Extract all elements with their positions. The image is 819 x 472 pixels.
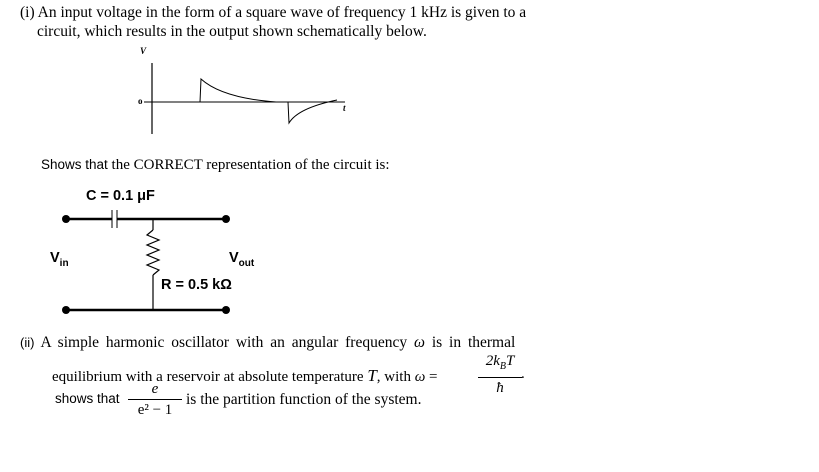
omega-fraction	[478, 353, 522, 396]
numerator-text: $2k_BT$	[485, 353, 515, 372]
vin-subscript: in	[59, 257, 69, 269]
vin-label	[50, 250, 69, 269]
waveform-trace	[152, 79, 337, 123]
equals-sign: =	[429, 369, 438, 385]
output-terminal-bottom	[222, 306, 230, 314]
part2-line1-text: A simple harmonic oscillator with an angular frequency	[40, 334, 408, 351]
resistor-label: R = 0.5 kΩ	[161, 277, 232, 293]
question-part2-line2	[52, 366, 438, 386]
part2-line2-mid: , with	[376, 369, 411, 385]
temperature-symbol: T	[367, 366, 377, 385]
shows-that-label: shows that	[55, 391, 120, 406]
vout-label	[229, 250, 254, 269]
omega-symbol-2: ω	[414, 369, 426, 385]
resistor-zigzag	[147, 230, 159, 275]
output-waveform-graph	[138, 46, 346, 134]
partition-fraction-bar	[128, 399, 182, 400]
partition-fraction-numerator: e	[151, 381, 159, 397]
question-part1-line2: circuit, which results in the output shown schematically below.	[37, 23, 427, 40]
origin-label: o	[138, 96, 143, 106]
x-axis-label: t	[343, 103, 346, 113]
statement-lead: Shows that	[41, 157, 108, 172]
question-part1-line1: (i) An input voltage in the form of a square wave of frequency 1 kHz is given to a	[20, 4, 527, 21]
statement-line	[41, 157, 390, 174]
vout-main: V	[229, 250, 239, 266]
omega-fraction-denominator: ħ	[496, 380, 504, 396]
omega-fraction-numerator	[478, 353, 522, 375]
vout-subscript: out	[238, 257, 255, 269]
capacitor-label: C = 0.1 μF	[86, 188, 155, 204]
part2-number: (ii)	[20, 335, 35, 350]
part2-line1-end: is in thermal	[431, 334, 516, 351]
y-axis-label: V	[140, 46, 147, 56]
output-terminal-top	[222, 215, 230, 223]
rc-circuit-diagram	[59, 210, 230, 314]
vin-main: V	[50, 250, 60, 266]
omega-fraction-bar	[478, 377, 522, 378]
question-part2-line1	[20, 334, 515, 352]
partition-fraction-denominator: e² − 1	[137, 402, 173, 418]
omega-fraction-period: .	[521, 366, 525, 382]
omega-symbol-1: ω	[413, 334, 425, 351]
statement-rest: the CORRECT representation of the circuit is:	[107, 157, 390, 173]
part2-line2-start: equilibrium with a reservoir at absolute temperature	[52, 369, 364, 385]
partition-function-text: is the partition function of the system.	[186, 391, 422, 408]
partition-fraction	[128, 381, 182, 418]
